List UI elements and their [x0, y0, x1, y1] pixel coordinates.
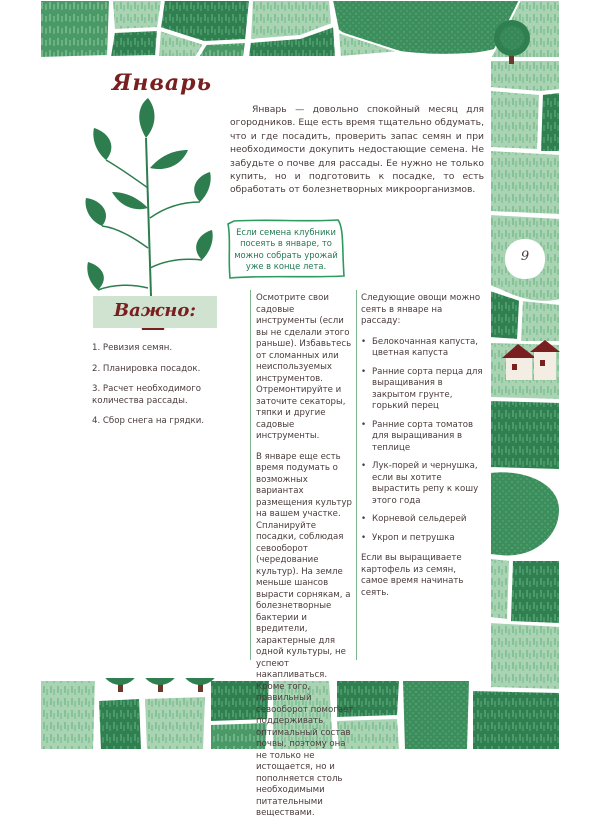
list-item: 4. Сбор снега на грядки. [92, 416, 205, 427]
page-title: Январь [112, 70, 213, 96]
intro-paragraph: Январь — довольно спокойный месяц для огородников. Еще есть время тщательно обдумать, что и где посадить, проверить запас семян и при необходимости докупить недостающие семена. Не забудьте о почве для рассады. Ее нужно не только купить, но и подготовить к посадке, то есть обработать от болезнетворных микроорганизмов. [230, 104, 484, 196]
column-divider [250, 290, 251, 660]
paragraph: В январе еще есть время подумать о возможных вариантах размещения культур на вашем участке. Спланируйте посадки, соблюдая севооборот (чередование культур). На земле меньше шансов вырасти сорнякам, а болезнетворные бактерии и вредители, характерные для одной культуры, не успеют накапливаться. Кроме того, правильный севооборот помогает поддерживать оптимальный состав почвы, поэтому она не только не истощается, но и пополняется столь необходимыми питательными веществами. [256, 451, 354, 818]
important-label [93, 296, 217, 328]
list-item: • Укроп и петрушка [361, 533, 483, 545]
important-list [92, 343, 222, 437]
page-number-badge [503, 237, 547, 281]
list-item: 1. Ревизия семян. [92, 343, 173, 353]
list-item: • Ранние сорта томатов для выращивания в теплице [361, 420, 483, 455]
strawberry-tip-callout [226, 218, 346, 280]
column-divider [356, 290, 357, 660]
paragraph: Следующие овощи можно сеять в январе на рассаду: [361, 293, 481, 326]
paragraph: Осмотрите свои садовые инструменты (если вы не сделали этого раньше). Избавьтесь от сломанных или неиспользуемых инструментов. Отремонтируйте и заточите секаторы, тяпки и другие садовые инструменты. [256, 293, 352, 441]
list-item: • Лук-порей и чернушка, если вы хотите вырастить репу к кошу этого года [361, 461, 483, 507]
list-item: 3. Расчет необходимого количества рассады. [92, 384, 202, 406]
page-content [64, 58, 488, 818]
page-number: 9 [520, 249, 530, 264]
list-item: • Ранние сорта перца для выращивания в закрытом грунте, горький перец [361, 367, 483, 413]
list-item: • Белокочанная капуста, цветная капуста [361, 337, 483, 360]
list-item: 2. Планировка посадок. [92, 363, 201, 374]
list-item: • Корневой сельдерей [361, 514, 483, 526]
vegetable-list [361, 337, 483, 545]
vegetables-column [361, 293, 483, 608]
callout-text: Если семена клубники посеять в январе, то можно собрать урожай уже в конце лета. [234, 227, 338, 272]
tools-column [256, 293, 356, 829]
paragraph: Если вы выращиваете картофель из семян, самое время начинать сеять. [361, 553, 464, 598]
important-heading: Важно: [113, 300, 197, 321]
